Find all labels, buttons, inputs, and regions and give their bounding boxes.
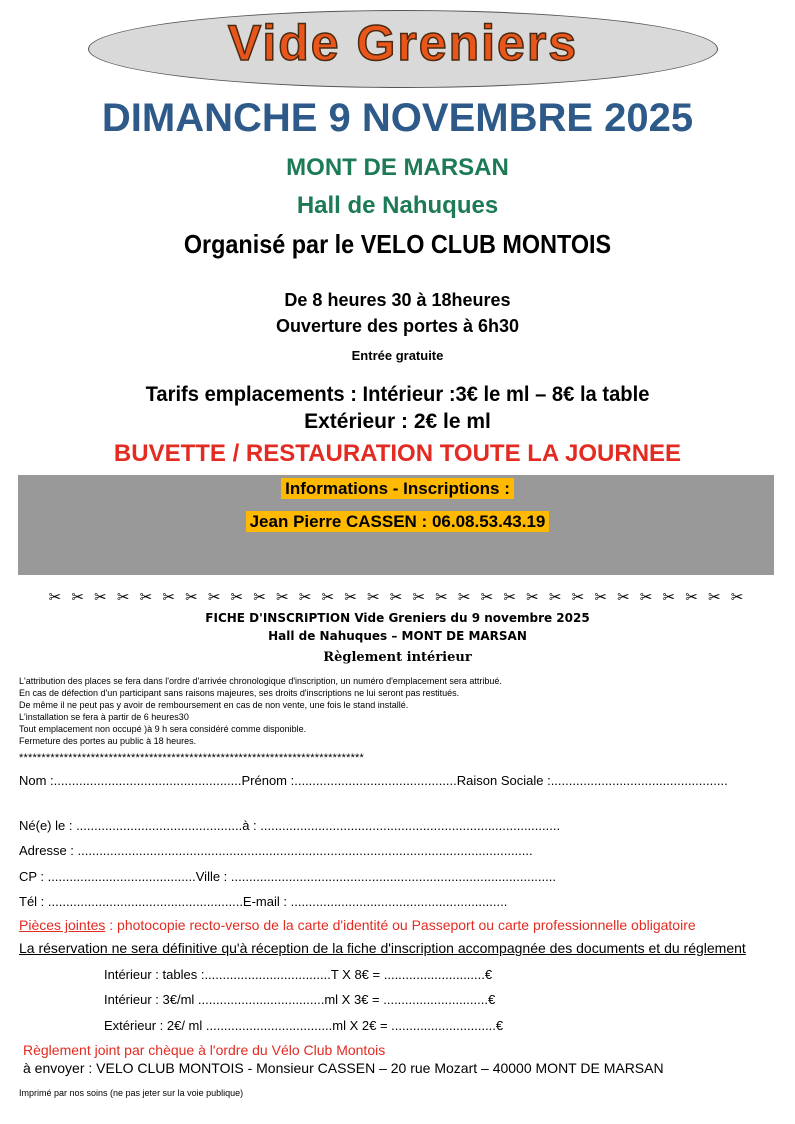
field-tel-email[interactable]: Tél : ......................................................E-mail : ............................................................ — [19, 894, 508, 909]
print-note: Imprimé par nos soins (ne pas jeter sur la voie publique) — [19, 1088, 244, 1098]
field-adresse[interactable]: Adresse : .............................................................................................................................. — [19, 843, 533, 858]
event-city: MONT DE MARSAN — [286, 154, 509, 181]
pricing-exterior: Extérieur : 2€ le ml — [304, 410, 491, 433]
pieces-jointes-label: Pièces jointes — [19, 917, 106, 933]
cheque-note: Règlement joint par chèque à l'ordre du Vélo Club Montois — [23, 1042, 386, 1058]
mailing-address: à envoyer : VELO CLUB MONTOIS - Monsieur CASSEN – 20 rue Mozart – 40000 MONT DE MARSAN — [23, 1060, 664, 1076]
rule-item: Tout emplacement non occupé )à 9 h sera considéré comme disponible. — [19, 724, 307, 734]
info-contact — [0, 512, 795, 532]
field-nom-prenom-raison[interactable]: Nom :....................................................Prénom :.............................................Raison Sociale :................................................. — [19, 773, 728, 788]
pricing-interior: Tarifs emplacements : Intérieur :3€ le ml – 8€ la table — [145, 383, 650, 406]
rule-item: En cas de défection d'un participant sans raisons majeures, ses droits d'inscriptions ne lui seront pas restitués. — [19, 688, 460, 698]
rules-list — [19, 675, 779, 747]
field-cp-ville[interactable]: CP : .........................................Ville : .......................................................................................... — [19, 869, 556, 884]
info-label — [0, 479, 795, 499]
rule-item: De même il ne peut pas y avoir de remboursement en cas de non vente, une fois le stand installé. — [19, 700, 409, 710]
event-organizer: Organisé par le VELO CLUB MONTOIS — [183, 229, 612, 259]
event-title: Vide Greniers — [227, 15, 579, 71]
doors-opening: Ouverture des portes à 6h30 — [275, 316, 520, 336]
field-naissance[interactable]: Né(e) le : ..............................................à : ................................................................................... — [19, 818, 561, 833]
event-date: DIMANCHE 9 NOVEMBRE 2025 — [101, 96, 694, 140]
reservation-note: La réservation ne sera définitive qu'à réception de la fiche d'inscription accompagnée des documents et du réglement — [19, 940, 746, 956]
pieces-jointes — [19, 917, 696, 933]
fiche-hall: Hall de Nahuques – MONT DE MARSAN — [268, 629, 527, 643]
rule-item: L'attribution des places se fera dans l'ordre d'arrivée chronologique d'inscription, un numéro d'emplacement sera attribué. — [19, 676, 502, 686]
separator-stars: ***************************************************************************** — [19, 752, 365, 764]
pieces-jointes-text: : photocopie recto-verso de la carte d'identité ou Passeport ou carte professionnelle obligatoire — [105, 917, 696, 933]
price-tables[interactable]: Intérieur : tables :...................................T X 8€ = ............................€ — [104, 967, 493, 982]
info-contact-text: Jean Pierre CASSEN : 06.08.53.43.19 — [246, 511, 550, 532]
info-label-text: Informations - Inscriptions : — [281, 478, 514, 499]
entry-free: Entrée gratuite — [351, 348, 444, 363]
fiche-title: FICHE D'INSCRIPTION Vide Greniers du 9 novembre 2025 — [205, 611, 590, 625]
rule-item: L'installation se fera à partir de 6 heures30 — [19, 712, 189, 722]
rule-item: Fermeture des portes au public à 18 heures. — [19, 736, 197, 746]
price-exterieur[interactable]: Extérieur : 2€/ ml ...................................ml X 2€ = .............................€ — [104, 1018, 504, 1033]
price-interieur[interactable]: Intérieur : 3€/ml ...................................ml X 3€ = .............................€ — [104, 992, 496, 1007]
event-venue: Hall de Nahuques — [296, 192, 499, 219]
opening-hours: De 8 heures 30 à 18heures — [284, 290, 511, 310]
reglement-title: Règlement intérieur — [323, 650, 472, 665]
scissors-cut-line: ✂ ✂ ✂ ✂ ✂ ✂ ✂ ✂ ✂ ✂ ✂ ✂ ✂ ✂ ✂ ✂ ✂ ✂ ✂ ✂ ✂ ✂ ✂ ✂ ✂ ✂ ✂ ✂ ✂ ✂ ✂ — [48, 589, 747, 606]
buvette-banner: BUVETTE / RESTAURATION TOUTE LA JOURNEE — [113, 440, 682, 467]
